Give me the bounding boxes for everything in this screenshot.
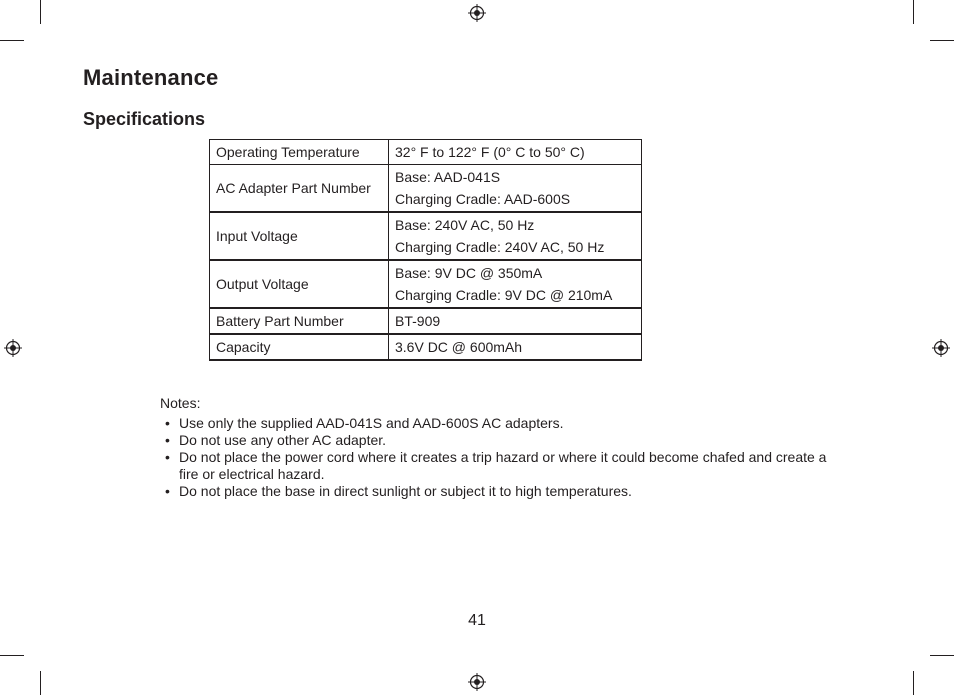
crop-mark-top-left-vertical <box>40 0 41 24</box>
spec-value-line: Base: AAD-041S <box>395 169 501 185</box>
crop-mark-top-left-horizontal <box>0 40 24 41</box>
table-row <box>210 308 642 334</box>
spec-label: AC Adapter Part Number <box>210 165 389 213</box>
registration-mark-icon <box>932 339 950 357</box>
page-number: 41 <box>468 612 486 629</box>
crop-mark-top-right-horizontal <box>930 40 954 41</box>
list-item: • Use only the supplied AAD-041S and AAD-600S AC adapters. <box>165 415 835 432</box>
table-row <box>210 165 642 213</box>
spec-value <box>389 165 642 213</box>
section-heading-specifications: Specifications <box>83 109 206 129</box>
list-item: • Do not place the power cord where it creates a trip hazard or where it could become chafed and create a fire or electrical hazard. <box>165 449 835 483</box>
spec-value-line: Base: 240V AC, 50 Hz <box>395 217 535 233</box>
list-item: • Do not use any other AC adapter. <box>165 432 835 449</box>
spec-value <box>389 308 642 334</box>
page-title: Maintenance <box>83 65 219 90</box>
specifications-table <box>209 139 642 361</box>
table-row <box>210 334 642 360</box>
notes-label: Notes: <box>160 395 201 411</box>
crop-mark-bottom-left-horizontal <box>0 655 24 656</box>
spec-value-line: 3.6V DC @ 600mAh <box>395 339 523 355</box>
spec-value <box>389 140 642 165</box>
spec-value-line: Charging Cradle: 240V AC, 50 Hz <box>395 239 605 255</box>
spec-value-line: 32° F to 122° F (0° C to 50° C) <box>395 144 585 160</box>
spec-value <box>389 212 642 260</box>
crop-mark-bottom-right-vertical <box>913 671 914 695</box>
crop-mark-top-right-vertical <box>913 0 914 24</box>
crop-mark-bottom-left-vertical <box>40 671 41 695</box>
registration-mark-icon <box>468 4 486 22</box>
registration-mark-icon <box>4 339 22 357</box>
spec-value-line: BT-909 <box>395 313 441 329</box>
spec-value-line: Charging Cradle: AAD-600S <box>395 191 571 207</box>
spec-label: Capacity <box>210 334 389 360</box>
spec-label: Input Voltage <box>210 212 389 260</box>
spec-value-line: Charging Cradle: 9V DC @ 210mA <box>395 287 613 303</box>
spec-value-line: Base: 9V DC @ 350mA <box>395 265 543 281</box>
spec-label: Battery Part Number <box>210 308 389 334</box>
list-item: • Do not place the base in direct sunlight or subject it to high temperatures. <box>165 483 835 500</box>
notes-list <box>165 415 835 500</box>
registration-mark-icon <box>468 673 486 691</box>
spec-label: Operating Temperature <box>210 140 389 165</box>
spec-value <box>389 334 642 360</box>
spec-value <box>389 260 642 308</box>
table-row <box>210 140 642 165</box>
table-row <box>210 212 642 260</box>
table-row <box>210 260 642 308</box>
spec-label: Output Voltage <box>210 260 389 308</box>
crop-mark-bottom-right-horizontal <box>930 655 954 656</box>
